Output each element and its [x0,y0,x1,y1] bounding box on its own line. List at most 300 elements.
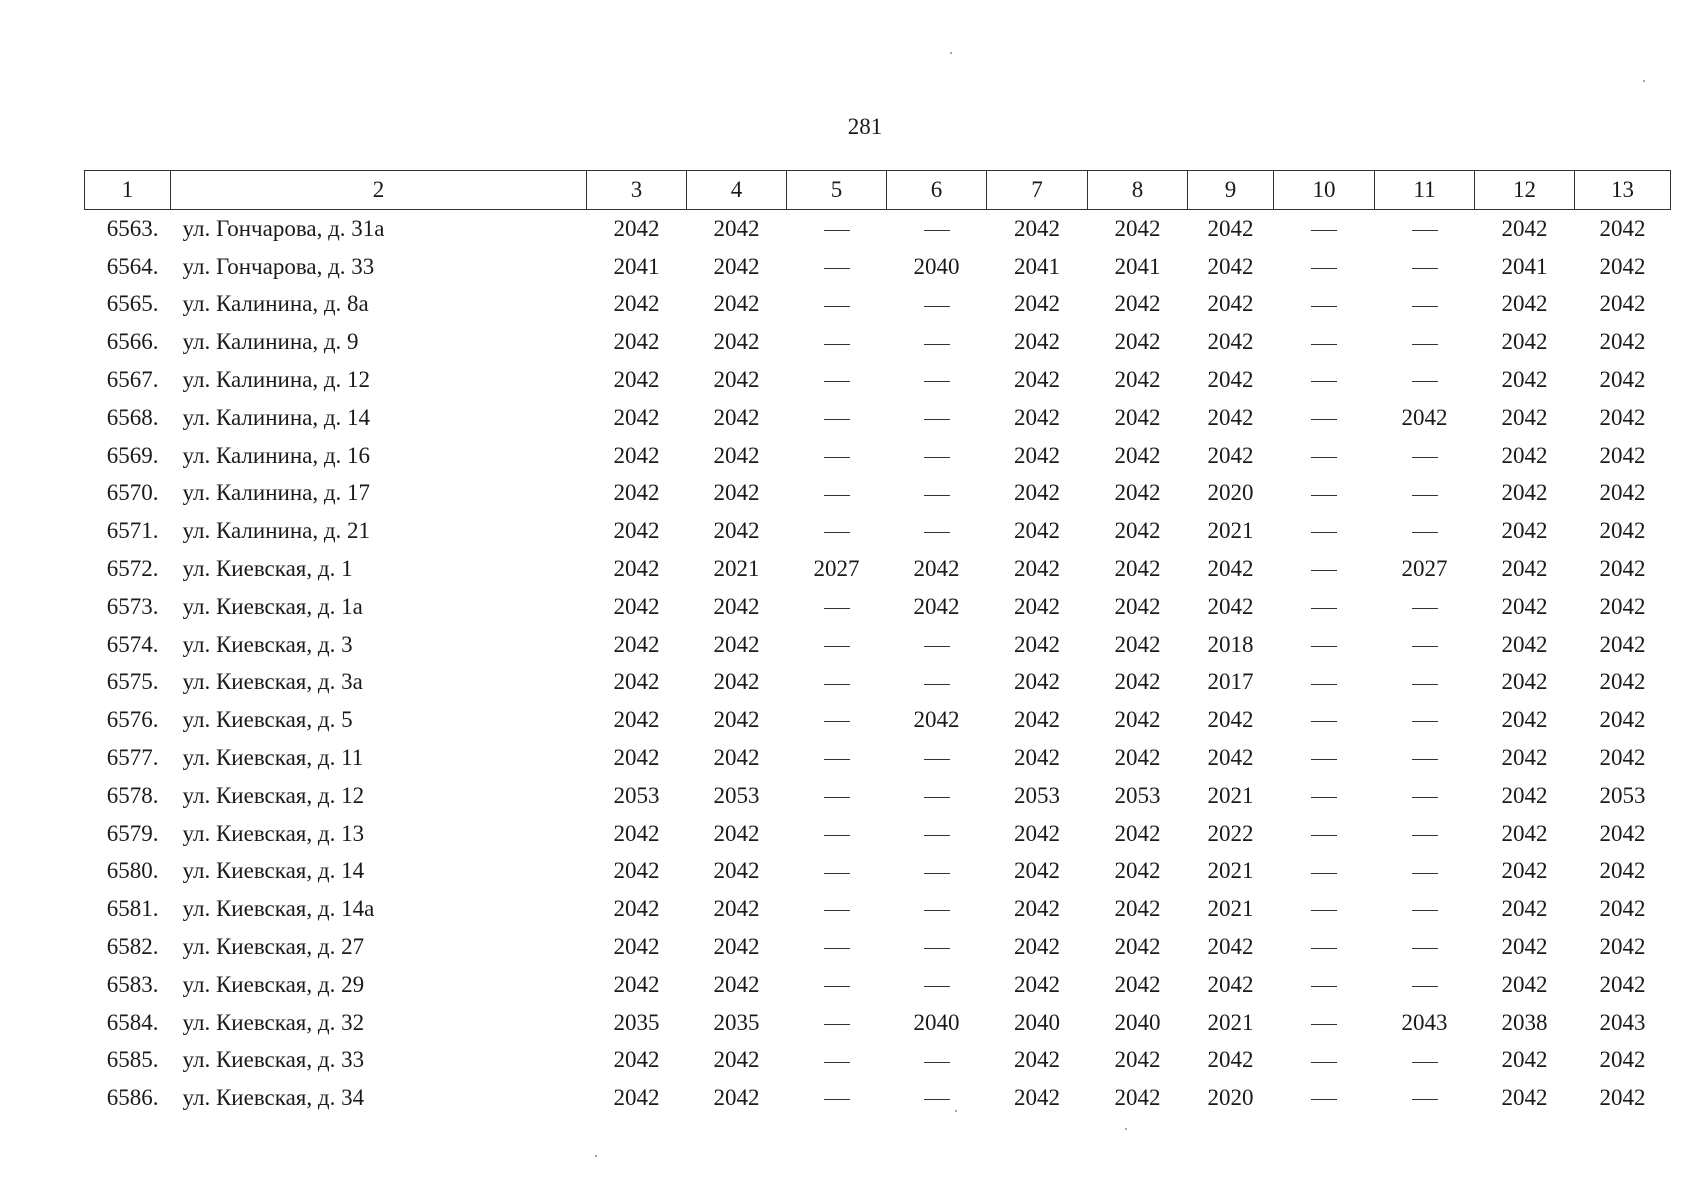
year-cell-col-13: 2042 [1599,1085,1646,1111]
empty-dash-cell [1274,437,1375,475]
year-cell-col-6: 2042 [913,556,960,582]
year-cell-col-12: 2042 [1501,404,1548,430]
year-cell-col-9: 2020 [1207,1085,1254,1111]
year-cell-col-4: 2042 [713,215,760,241]
empty-dash-cell [787,1042,887,1080]
empty-dash-cell [1375,248,1475,286]
year-cell-col-3: 2042 [613,971,660,997]
year-cell-col-9: 2042 [1207,215,1254,241]
year-cell-col-4: 2042 [713,669,760,695]
year-cell-col-8: 2042 [1114,745,1161,771]
year-cell-col-4: 2042 [713,404,760,430]
empty-dash-cell [887,928,987,966]
year-cell-col-8: 2042 [1114,858,1161,884]
empty-dash-cell [887,323,987,361]
year-cell-col-9: 2021 [1207,1009,1254,1035]
year-cell-col-7: 2042 [1014,442,1060,468]
empty-dash-cell [887,475,987,513]
year-cell-col-13: 2042 [1599,631,1646,657]
scan-speck [955,1110,957,1112]
row-number: 6571. [106,518,159,544]
year-cell-col-13: 2042 [1599,480,1646,506]
year-cell-col-7: 2042 [1014,404,1060,430]
column-header-7: 7 [987,171,1088,210]
year-cell-col-4: 2042 [713,480,760,506]
table-row [85,966,1671,1004]
year-cell-col-9: 2017 [1207,669,1254,695]
empty-dash-cell [1274,550,1375,588]
year-cell-col-5: 2027 [813,556,860,582]
row-number: 6566. [106,329,159,355]
year-cell-col-7: 2042 [1014,367,1060,393]
empty-dash-cell [1375,361,1475,399]
year-cell-col-12: 2041 [1501,253,1548,279]
page-number: 281 [847,114,883,139]
year-cell-col-4: 2042 [713,631,760,657]
row-number: 6567. [106,367,159,393]
table-row [85,210,1671,248]
year-cell-col-13: 2042 [1599,971,1646,997]
year-cell-col-12: 2042 [1501,480,1548,506]
year-cell-col-12: 2042 [1501,631,1548,657]
empty-dash-cell [787,739,887,777]
year-cell-col-13: 2042 [1599,745,1646,771]
table-row [85,286,1671,324]
row-number: 6581. [106,896,159,922]
empty-dash-cell [787,853,887,891]
year-cell-col-4: 2042 [713,971,760,997]
year-cell-col-13: 2042 [1599,518,1646,544]
table-row [85,928,1671,966]
empty-dash-cell [1375,739,1475,777]
table-row [85,475,1671,513]
row-number: 6563. [106,215,159,241]
table-row [85,777,1671,815]
empty-dash-cell [887,1042,987,1080]
year-cell-col-11: 2027 [1401,556,1448,582]
year-cell-col-12: 2042 [1501,971,1548,997]
year-cell-col-3: 2042 [613,518,660,544]
row-number: 6584. [106,1009,159,1035]
empty-dash-cell [1274,1079,1375,1117]
year-cell-col-8: 2042 [1114,1085,1161,1111]
column-header-5: 5 [787,171,887,210]
row-number: 6577. [106,745,159,771]
year-cell-col-9: 2042 [1207,367,1254,393]
empty-dash-cell [1375,853,1475,891]
year-cell-col-12: 2038 [1501,1009,1548,1035]
year-cell-col-3: 2042 [613,934,660,960]
column-header-9: 9 [1188,171,1274,210]
empty-dash-cell [1274,475,1375,513]
empty-dash-cell [787,928,887,966]
empty-dash-cell [1375,588,1475,626]
year-cell-col-3: 2042 [613,1047,660,1073]
empty-dash-cell [1274,739,1375,777]
address-cell: ул. Калинина, д. 16 [182,442,371,468]
empty-dash-cell [787,286,887,324]
year-cell-col-4: 2042 [713,367,760,393]
year-cell-col-12: 2042 [1501,669,1548,695]
year-cell-col-3: 2042 [613,858,660,884]
address-cell: ул. Киевская, д. 11 [182,745,364,771]
empty-dash-cell [1375,928,1475,966]
table-row [85,815,1671,853]
empty-dash-cell [1274,210,1375,248]
year-cell-col-13: 2042 [1599,593,1646,619]
empty-dash-cell [787,1079,887,1117]
year-cell-col-8: 2042 [1114,896,1161,922]
year-cell-col-8: 2042 [1114,820,1161,846]
year-cell-col-4: 2042 [713,593,760,619]
year-cell-col-8: 2042 [1114,631,1161,657]
table-row [85,626,1671,664]
year-cell-col-3: 2042 [613,329,660,355]
empty-dash-cell [1375,1042,1475,1080]
year-cell-col-8: 2042 [1114,669,1161,695]
row-number: 6568. [106,404,159,430]
address-cell: ул. Киевская, д. 27 [182,934,365,960]
address-cell: ул. Киевская, д. 1 [182,556,353,582]
year-cell-col-12: 2042 [1501,858,1548,884]
empty-dash-cell [1274,399,1375,437]
address-cell: ул. Киевская, д. 12 [182,782,365,808]
empty-dash-cell [887,626,987,664]
year-cell-col-3: 2042 [613,820,660,846]
empty-dash-cell [1375,437,1475,475]
year-cell-col-3: 2042 [613,593,660,619]
scan-speck [595,1155,597,1157]
year-cell-col-7: 2042 [1014,858,1060,884]
year-cell-col-6: 2042 [913,593,960,619]
table-row [85,664,1671,702]
empty-dash-cell [1274,1004,1375,1042]
year-cell-col-7: 2042 [1014,480,1060,506]
year-cell-col-12: 2042 [1501,1085,1548,1111]
year-cell-col-9: 2042 [1207,971,1254,997]
year-cell-col-7: 2042 [1014,329,1060,355]
year-cell-col-3: 2042 [613,556,660,582]
year-cell-col-13: 2042 [1599,556,1646,582]
year-cell-col-12: 2042 [1501,215,1548,241]
empty-dash-cell [887,1079,987,1117]
year-cell-col-9: 2042 [1207,745,1254,771]
year-cell-col-4: 2042 [713,329,760,355]
year-cell-col-12: 2042 [1501,820,1548,846]
year-cell-col-8: 2042 [1114,707,1161,733]
address-cell: ул. Калинина, д. 9 [182,329,359,355]
address-cell: ул. Калинина, д. 12 [182,367,371,393]
row-number: 6574. [106,631,159,657]
year-cell-col-9: 2021 [1207,896,1254,922]
year-cell-col-13: 2042 [1599,291,1646,317]
empty-dash-cell [887,815,987,853]
empty-dash-cell [1375,664,1475,702]
year-cell-col-8: 2042 [1114,480,1161,506]
table-body [85,210,1671,1118]
empty-dash-cell [787,626,887,664]
empty-dash-cell [787,588,887,626]
empty-dash-cell [787,437,887,475]
year-cell-col-7: 2041 [1014,253,1060,279]
year-cell-col-9: 2021 [1207,518,1254,544]
empty-dash-cell [787,966,887,1004]
table-row [85,853,1671,891]
year-cell-col-12: 2042 [1501,556,1548,582]
year-cell-col-8: 2042 [1114,404,1161,430]
empty-dash-cell [887,966,987,1004]
year-cell-col-7: 2042 [1014,707,1060,733]
empty-dash-cell [1274,890,1375,928]
address-cell: ул. Калинина, д. 17 [182,480,371,506]
empty-dash-cell [887,512,987,550]
year-cell-col-4: 2042 [713,253,760,279]
table-row [85,437,1671,475]
row-number: 6565. [106,291,159,317]
empty-dash-cell [1274,815,1375,853]
year-cell-col-13: 2042 [1599,404,1646,430]
year-cell-col-13: 2042 [1599,896,1646,922]
year-cell-col-12: 2042 [1501,896,1548,922]
table-row [85,701,1671,739]
column-header-4: 4 [687,171,787,210]
year-cell-col-12: 2042 [1501,329,1548,355]
empty-dash-cell [1274,777,1375,815]
year-cell-col-13: 2042 [1599,367,1646,393]
column-header-11: 11 [1375,171,1475,210]
year-cell-col-9: 2020 [1207,480,1254,506]
table-row [85,890,1671,928]
empty-dash-cell [1274,966,1375,1004]
year-cell-col-7: 2042 [1014,971,1060,997]
year-cell-col-8: 2053 [1114,782,1161,808]
year-cell-col-9: 2042 [1207,1047,1254,1073]
year-cell-col-13: 2042 [1599,858,1646,884]
year-cell-col-9: 2018 [1207,631,1254,657]
year-cell-col-12: 2042 [1501,934,1548,960]
year-cell-col-3: 2042 [613,291,660,317]
year-cell-col-12: 2042 [1501,593,1548,619]
address-cell: ул. Киевская, д. 3 [182,631,353,657]
year-cell-col-4: 2042 [713,1085,760,1111]
year-cell-col-4: 2042 [713,934,760,960]
empty-dash-cell [1375,323,1475,361]
year-cell-col-9: 2042 [1207,253,1254,279]
column-header-12: 12 [1475,171,1575,210]
year-cell-col-7: 2042 [1014,556,1060,582]
empty-dash-cell [1375,475,1475,513]
year-cell-col-3: 2042 [613,215,660,241]
row-number: 6578. [106,782,159,808]
address-cell: ул. Калинина, д. 8а [182,291,369,317]
year-cell-col-13: 2042 [1599,669,1646,695]
year-cell-col-13: 2053 [1599,782,1646,808]
empty-dash-cell [787,664,887,702]
row-number: 6576. [106,707,159,733]
address-cell: ул. Калинина, д. 14 [182,404,371,430]
year-cell-col-7: 2042 [1014,820,1060,846]
year-cell-col-11: 2043 [1401,1009,1448,1035]
table-row [85,399,1671,437]
year-cell-col-8: 2042 [1114,971,1161,997]
table-row [85,739,1671,777]
year-cell-col-4: 2042 [713,707,760,733]
year-cell-col-8: 2042 [1114,556,1161,582]
column-header-2: 2 [171,171,587,210]
year-cell-col-7: 2042 [1014,745,1060,771]
year-cell-col-3: 2042 [613,367,660,393]
table-row [85,323,1671,361]
year-cell-col-13: 2042 [1599,820,1646,846]
year-cell-col-8: 2042 [1114,291,1161,317]
year-cell-col-8: 2042 [1114,367,1161,393]
year-cell-col-4: 2042 [713,896,760,922]
empty-dash-cell [1375,512,1475,550]
year-cell-col-4: 2042 [713,442,760,468]
year-cell-col-7: 2040 [1014,1009,1060,1035]
empty-dash-cell [887,664,987,702]
table-row [85,1042,1671,1080]
table-row [85,248,1671,286]
table-row [85,512,1671,550]
year-cell-col-8: 2042 [1114,215,1161,241]
empty-dash-cell [887,739,987,777]
row-number: 6582. [106,934,159,960]
year-cell-col-7: 2042 [1014,669,1060,695]
column-header-row [85,171,1671,210]
row-number: 6585. [106,1047,159,1073]
empty-dash-cell [787,815,887,853]
year-cell-col-3: 2042 [613,442,660,468]
year-cell-col-12: 2042 [1501,707,1548,733]
year-cell-col-7: 2042 [1014,1047,1060,1073]
year-cell-col-13: 2042 [1599,934,1646,960]
year-cell-col-7: 2042 [1014,215,1060,241]
year-cell-col-9: 2042 [1207,934,1254,960]
row-number: 6573. [106,593,159,619]
year-cell-col-3: 2042 [613,480,660,506]
year-cell-col-8: 2042 [1114,518,1161,544]
year-cell-col-12: 2042 [1501,442,1548,468]
year-cell-col-9: 2042 [1207,556,1254,582]
year-cell-col-4: 2021 [713,556,760,582]
address-cell: ул. Киевская, д. 14а [182,896,375,922]
column-header-10: 10 [1274,171,1375,210]
year-cell-col-4: 2042 [713,518,760,544]
year-cell-col-9: 2042 [1207,329,1254,355]
empty-dash-cell [1375,210,1475,248]
year-cell-col-13: 2042 [1599,329,1646,355]
housing-register-table [84,170,1671,1117]
year-cell-col-7: 2042 [1014,631,1060,657]
year-cell-col-9: 2042 [1207,707,1254,733]
year-cell-col-6: 2042 [913,707,960,733]
column-header-6: 6 [887,171,987,210]
empty-dash-cell [787,399,887,437]
year-cell-col-8: 2041 [1114,253,1161,279]
table-row [85,588,1671,626]
empty-dash-cell [787,701,887,739]
empty-dash-cell [787,361,887,399]
column-header-13: 13 [1575,171,1671,210]
empty-dash-cell [787,475,887,513]
year-cell-col-4: 2042 [713,858,760,884]
year-cell-col-3: 2042 [613,707,660,733]
table-row [85,1079,1671,1117]
empty-dash-cell [787,777,887,815]
row-number: 6572. [106,556,159,582]
year-cell-col-8: 2042 [1114,329,1161,355]
empty-dash-cell [1274,1042,1375,1080]
empty-dash-cell [1274,361,1375,399]
empty-dash-cell [787,323,887,361]
address-cell: ул. Калинина, д. 21 [182,518,371,544]
row-number: 6570. [106,480,159,506]
empty-dash-cell [787,512,887,550]
address-cell: ул. Киевская, д. 33 [182,1047,365,1073]
year-cell-col-12: 2042 [1501,745,1548,771]
year-cell-col-13: 2042 [1599,253,1646,279]
year-cell-col-12: 2042 [1501,367,1548,393]
address-cell: ул. Гончарова, д. 31а [182,215,385,241]
address-cell: ул. Киевская, д. 34 [182,1085,365,1111]
year-cell-col-8: 2040 [1114,1009,1161,1035]
year-cell-col-8: 2042 [1114,593,1161,619]
year-cell-col-9: 2042 [1207,404,1254,430]
year-cell-col-8: 2042 [1114,442,1161,468]
empty-dash-cell [887,890,987,928]
empty-dash-cell [1375,1079,1475,1117]
year-cell-col-13: 2042 [1599,707,1646,733]
empty-dash-cell [1274,664,1375,702]
year-cell-col-7: 2053 [1014,782,1060,808]
empty-dash-cell [1274,701,1375,739]
table-row [85,1004,1671,1042]
year-cell-col-3: 2042 [613,631,660,657]
empty-dash-cell [1274,286,1375,324]
row-number: 6583. [106,971,159,997]
empty-dash-cell [787,890,887,928]
empty-dash-cell [887,210,987,248]
empty-dash-cell [1375,890,1475,928]
year-cell-col-12: 2042 [1501,518,1548,544]
year-cell-col-3: 2035 [613,1009,660,1035]
year-cell-col-12: 2042 [1501,1047,1548,1073]
year-cell-col-8: 2042 [1114,934,1161,960]
year-cell-col-7: 2042 [1014,1085,1060,1111]
empty-dash-cell [1375,966,1475,1004]
year-cell-col-6: 2040 [913,1009,960,1035]
year-cell-col-11: 2042 [1401,404,1448,430]
year-cell-col-3: 2053 [613,782,660,808]
address-cell: ул. Киевская, д. 3а [182,669,363,695]
year-cell-col-9: 2021 [1207,858,1254,884]
year-cell-col-6: 2040 [913,253,960,279]
year-cell-col-7: 2042 [1014,291,1060,317]
scan-speck [1125,1128,1127,1130]
row-number: 6579. [106,820,159,846]
year-cell-col-3: 2042 [613,404,660,430]
row-number: 6569. [106,442,159,468]
year-cell-col-13: 2043 [1599,1009,1646,1035]
year-cell-col-3: 2041 [613,253,660,279]
year-cell-col-13: 2042 [1599,442,1646,468]
address-cell: ул. Киевская, д. 14 [182,858,365,884]
year-cell-col-9: 2042 [1207,291,1254,317]
year-cell-col-9: 2022 [1207,820,1254,846]
address-cell: ул. Киевская, д. 1а [182,593,363,619]
empty-dash-cell [1375,286,1475,324]
